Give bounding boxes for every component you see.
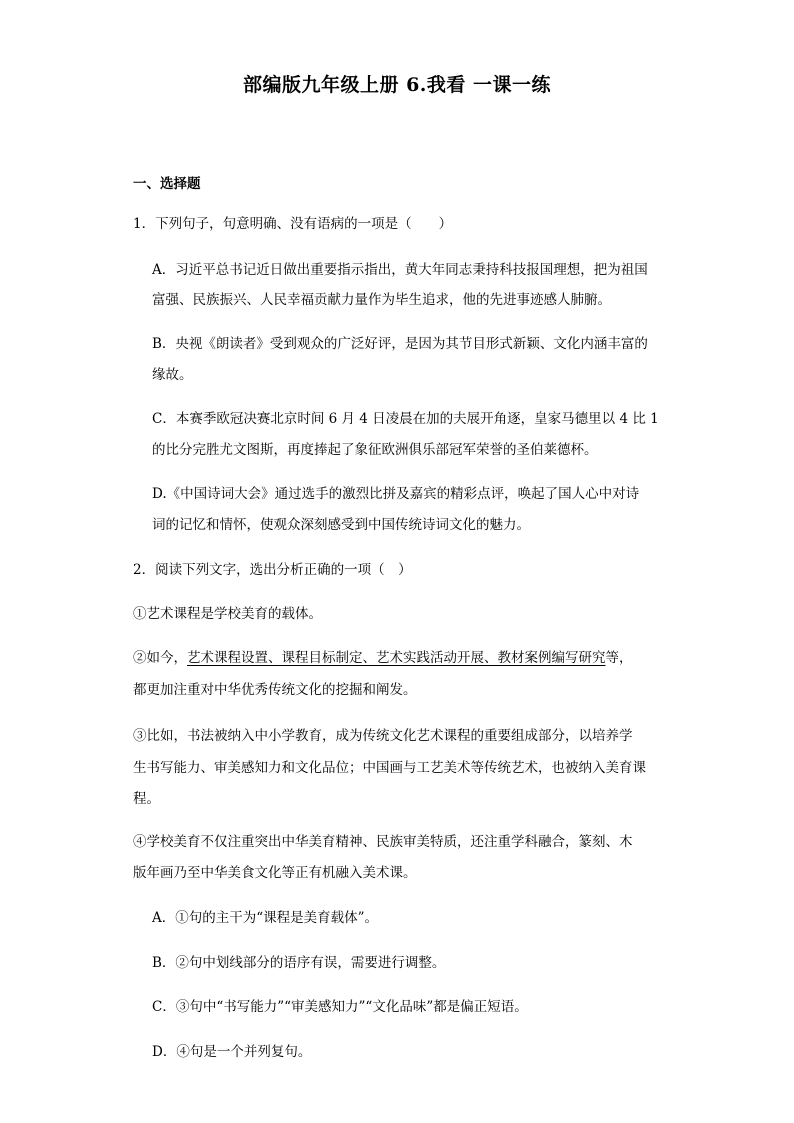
question-2-stem: 2．阅读下列文字，选出分析正确的一项（ ） [133,562,412,578]
q1-option-c-line2: 的比分完胜尤文图斯，再度捧起了象征欧洲俱乐部冠军荣誉的圣伯莱德杯。 [152,442,598,458]
q2-sentence-4-line1: ④学校美育不仅注重突出中华美育精神、民族审美特质，还注重学科融合，篆刻、木 [133,834,633,850]
q2-option-d: D．④句是一个并列复句。 [152,1044,312,1060]
q2-sentence-3-line1: ③比如，书法被纳入中小学教育，成为传统文化艺术课程的重要组成部分，以培养学 [133,728,633,744]
q2-option-c: C．③句中“书写能力”“审美感知力”“文化品味”都是偏正短语。 [152,999,528,1015]
q2-option-a: A．①句的主干为“课程是美育载体”。 [152,910,379,926]
q2-sentence-2-underlined: 艺术课程设置、课程目标制定、艺术实践活动开展、教材案例编写研究 [187,650,606,666]
q2-sentence-4-line2: 版年画乃至中华美食文化等正有机融入美术课。 [133,865,417,881]
q2-sentence-2-prefix: ②如今， [133,650,187,666]
q2-sentence-2-suffix: 等， [605,650,633,666]
q2-sentence-1: ①艺术课程是学校美育的载体。 [133,606,322,622]
question-1-stem: 1．下列句子，句意明确、没有语病的一项是（ ） [133,216,453,232]
q2-sentence-2-line1 [133,648,633,668]
q2-sentence-3-line2: 生书写能力、审美感知力和文化品位；中国画与工艺美术等传统艺术，也被纳入美育课 [133,760,646,776]
q1-option-d-line2: 词的记忆和情怀，使观众深刻感受到中国传统诗词文化的魅力。 [152,517,530,533]
q1-option-b-line2: 缘故。 [152,367,193,383]
q1-option-a-line1: A．习近平总书记近日做出重要指示指出，黄大年同志秉持科技报国理想，把为祖国 [152,262,648,278]
section-heading: 一、选择题 [133,176,201,192]
q1-option-c-line1: C．本赛季欧冠决赛北京时间 6 月 4 日凌晨在加的夫展开角逐，皇家马德里以 4 比 1 [152,411,659,427]
q1-option-b-line1: B．央视《朗读者》受到观众的广泛好评，是因为其节目形式新颖、文化内涵丰富的 [152,336,648,352]
q2-sentence-3-line3: 程。 [133,791,160,807]
q2-sentence-2-line2: 都更加注重对中华优秀传统文化的挖掘和阐发。 [133,682,417,698]
q2-option-b: B．②句中划线部分的语序有误，需要进行调整。 [152,955,446,971]
q1-option-d-line1: D.《中国诗词大会》通过选手的激烈比拼及嘉宾的精彩点评，唤起了国人心中对诗 [152,486,640,502]
q1-option-a-line2: 富强、民族振兴、人民幸福贡献力量作为毕生追求，他的先进事迹感人肺腑。 [152,292,611,308]
document-title: 部编版九年级上册 6.我看 一课一练 [242,74,552,96]
